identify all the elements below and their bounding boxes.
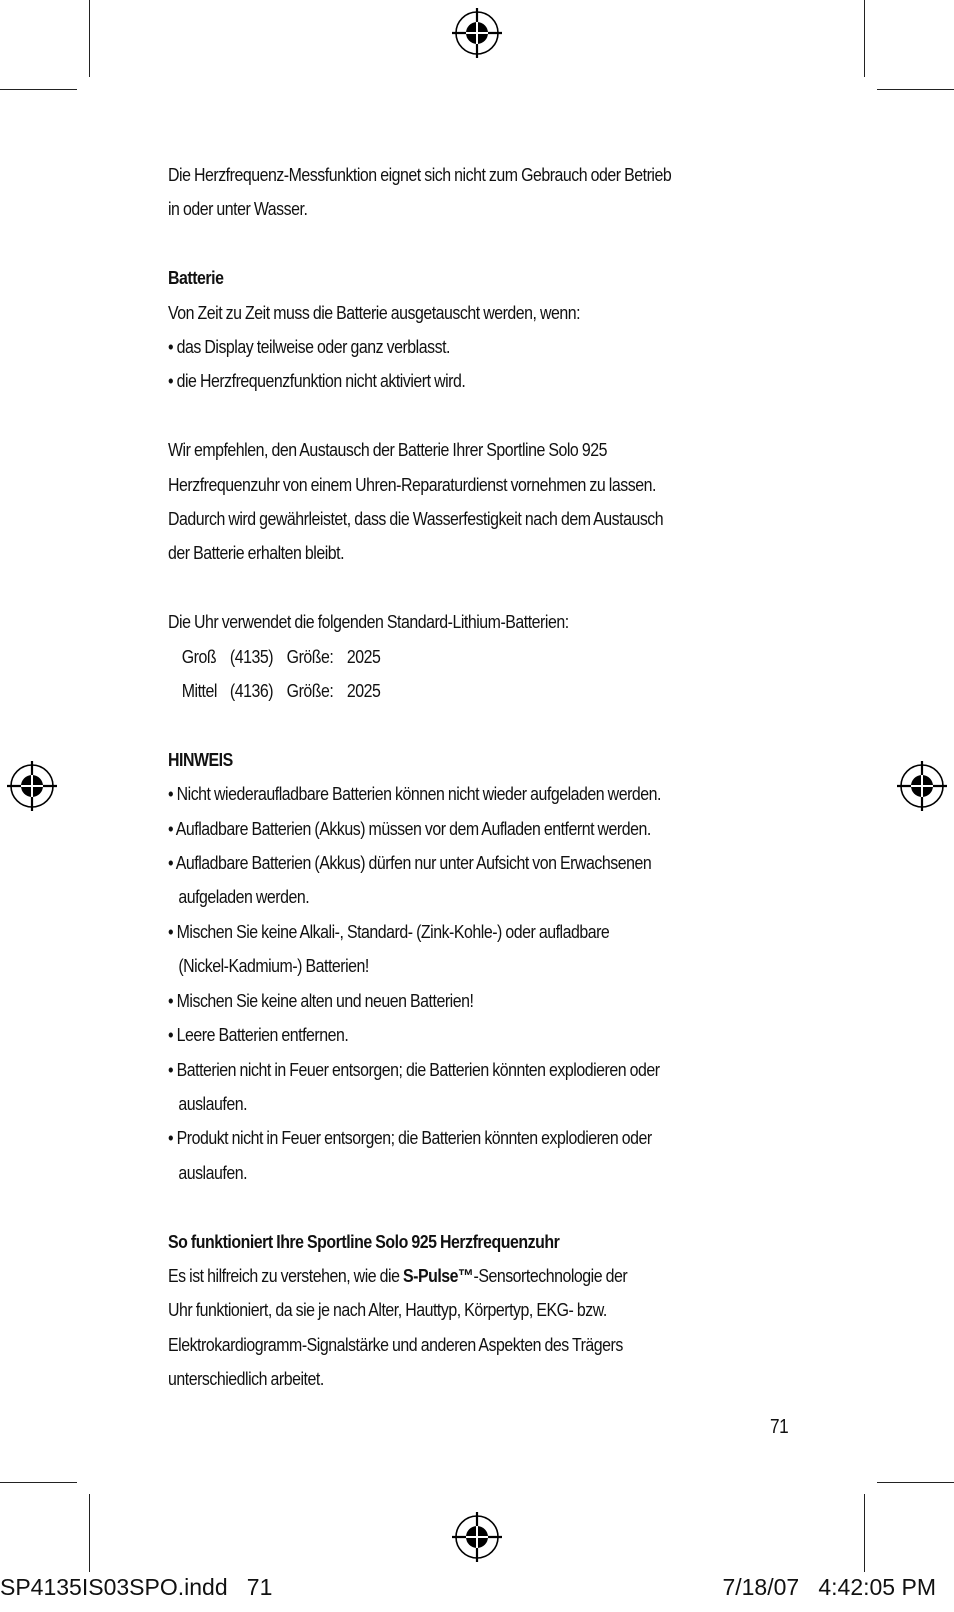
- hinweis-heading: HINWEIS: [168, 748, 233, 770]
- battery-row: [182, 640, 719, 674]
- batterie-paragraph-line: Dadurch wird gewährleistet, dass die Wasserfestigkeit nach dem Austausch: [168, 508, 664, 530]
- battery-table: [168, 640, 718, 709]
- crop-mark-top-left-vertical: [89, 0, 90, 77]
- batterie-heading: Batterie: [168, 267, 224, 289]
- registration-mark-right-icon: [896, 760, 948, 812]
- s-pulse-term: S-Pulse™: [402, 1264, 474, 1286]
- battery-size-label: Größe:: [286, 680, 334, 702]
- batterie-paragraph-line: der Batterie erhalten bleibt.: [168, 542, 345, 564]
- battery-size-value: 2025: [346, 645, 381, 667]
- intro-line: in oder unter Wasser.: [168, 198, 308, 220]
- hinweis-bullet-continuation: auslaufen.: [178, 1161, 248, 1183]
- crop-mark-top-right-horizontal: [877, 89, 954, 90]
- hinweis-bullet: • Mischen Sie keine Alkali-, Standard- (Zink-Kohle-) oder aufladbare: [168, 920, 610, 942]
- battery-size: Mittel: [181, 680, 217, 702]
- page-content: [168, 158, 718, 1397]
- registration-mark-left-icon: [6, 760, 58, 812]
- battery-size-value: 2025: [346, 680, 381, 702]
- funktion-line: [168, 1259, 718, 1293]
- intro-line: Die Herzfrequenz-Messfunktion eignet sich nicht zum Gebrauch oder Betrieb: [168, 164, 672, 185]
- slug-file-info: SP4135IS03SPO.indd 71: [0, 1574, 273, 1600]
- battery-model: (4136): [229, 680, 274, 702]
- funktion-heading: So funktioniert Ihre Sportline Solo 925 Herzfrequenzuhr: [168, 1230, 560, 1252]
- page-number: 71: [770, 1416, 789, 1438]
- hinweis-bullet-continuation: aufgeladen werden.: [178, 886, 310, 908]
- batterie-paragraph-line: Wir empfehlen, den Austausch der Batterie Ihrer Sportline Solo 925: [168, 439, 607, 461]
- registration-mark-top-icon: [451, 7, 503, 59]
- crop-mark-top-left-horizontal: [0, 89, 77, 90]
- funktion-text: -Sensortechnologie der: [473, 1264, 628, 1286]
- slug-timestamp: 7/18/07 4:42:05 PM: [722, 1574, 936, 1600]
- hinweis-bullet: • Aufladbare Batterien (Akkus) dürfen nur unter Aufsicht von Erwachsenen: [168, 852, 652, 874]
- battery-row: [182, 674, 719, 708]
- batterie-paragraph-line: Herzfrequenzuhr von einem Uhren-Reparaturdienst vornehmen zu lassen.: [168, 473, 656, 495]
- battery-model: (4135): [229, 645, 274, 667]
- hinweis-bullet: • Aufladbare Batterien (Akkus) müssen vor dem Aufladen entfernt werden.: [168, 817, 651, 839]
- hinweis-bullet-continuation: auslaufen.: [178, 1092, 248, 1114]
- funktion-line: Elektrokardiogramm-Signalstärke und anderen Aspekten des Trägers: [168, 1333, 623, 1355]
- hinweis-bullet: • Produkt nicht in Feuer entsorgen; die Batterien könnten explodieren oder: [168, 1127, 652, 1149]
- crop-mark-bottom-right-horizontal: [877, 1482, 954, 1483]
- registration-mark-bottom-icon: [451, 1511, 503, 1563]
- hinweis-list: [168, 777, 718, 1190]
- hinweis-bullet: • Batterien nicht in Feuer entsorgen; die Batterien könnten explodieren oder: [168, 1058, 660, 1080]
- crop-mark-bottom-left-horizontal: [0, 1482, 77, 1483]
- battery-size: Groß: [181, 645, 217, 667]
- hinweis-bullet: • Leere Batterien entfernen.: [168, 1024, 349, 1046]
- funktion-text: Es ist hilfreich zu verstehen, wie die: [168, 1264, 403, 1286]
- batterie-bullet: • die Herzfrequenzfunktion nicht aktiviert wird.: [168, 370, 466, 392]
- batterie-bullet: • das Display teilweise oder ganz verblasst.: [168, 336, 450, 358]
- hinweis-bullet-continuation: (Nickel-Kadmium-) Batterien!: [178, 955, 369, 977]
- battery-uses-line: Die Uhr verwendet die folgenden Standard-Lithium-Batterien:: [168, 611, 569, 633]
- batterie-line: Von Zeit zu Zeit muss die Batterie ausgetauscht werden, wenn:: [168, 301, 581, 323]
- hinweis-bullet: • Mischen Sie keine alten und neuen Batterien!: [168, 989, 474, 1011]
- hinweis-bullet: • Nicht wiederaufladbare Batterien können nicht wieder aufgeladen werden.: [168, 783, 661, 805]
- crop-mark-top-right-vertical: [864, 0, 865, 77]
- funktion-line: Uhr funktioniert, da sie je nach Alter, Hauttyp, Körpertyp, EKG- bzw.: [168, 1299, 607, 1321]
- funktion-line: unterschiedlich arbeitet.: [168, 1368, 324, 1390]
- crop-mark-bottom-left-vertical: [89, 1494, 90, 1572]
- battery-size-label: Größe:: [286, 645, 334, 667]
- crop-mark-bottom-right-vertical: [864, 1494, 865, 1572]
